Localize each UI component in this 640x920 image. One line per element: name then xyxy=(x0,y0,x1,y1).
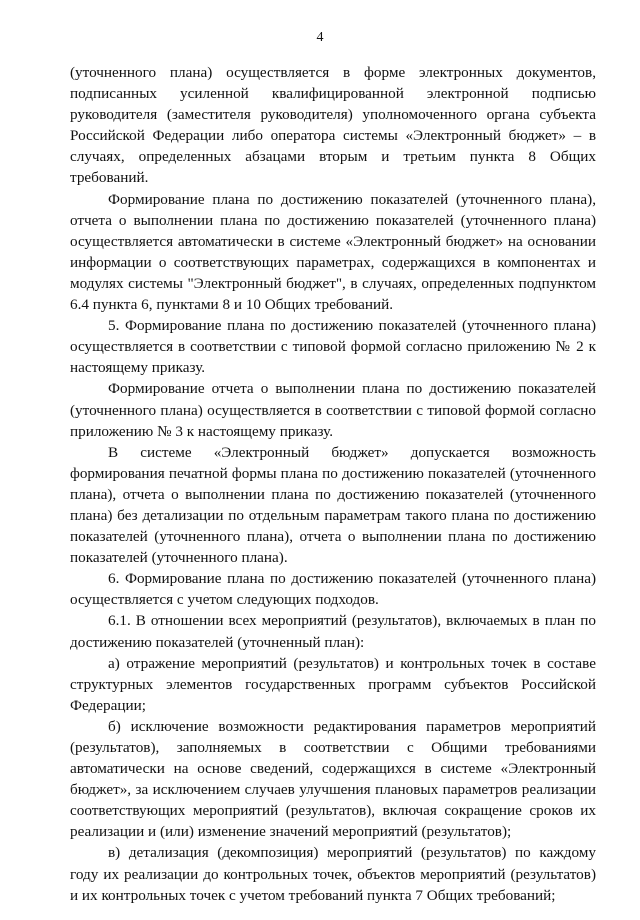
page-number: 4 xyxy=(316,30,324,45)
paragraph-item-5: 5. Формирование плана по достижению показателей (уточненного плана) осуществляется в соответствии с типовой формой согласно приложению № 2 к настоящему приказу. xyxy=(70,317,596,377)
paragraph-continuation: (уточненного плана) осуществляется в форме электронных документов, подписанных усиленной квалифицированной электронной подписью руководителя (заместителя руководителя) уполномоченного органа субъекта Российской Федерации либо оператора системы «Электронный бюджет» – в случаях, определенных абзацами вторым и третьим пункта 8 Общих требований. xyxy=(70,64,596,187)
paragraph-subitem-v: в) детализация (декомпозиция) мероприятий (результатов) по каждому году их реализации до контрольных точек, объектов мероприятий (результатов) и их контрольных точек с учетом требований пункта 7 Общих требований; xyxy=(70,844,596,904)
paragraph-item-6: 6. Формирование плана по достижению показателей (уточненного плана) осуществляется с учетом следующих подходов. xyxy=(70,570,596,609)
paragraph: Формирование плана по достижению показателей (уточненного плана), отчета о выполнении плана по достижению показателей (уточненного плана) осуществляется автоматически в системе «Электронный бюджет» на основании информации о соответствующих параметрах, содержащихся в компонентах и модулях системы "Электронный бюджет", в случаях, определенных подпунктом 6.4 пункта 6, пунктами 8 и 10 Общих требований. xyxy=(70,190,596,314)
paragraph: В системе «Электронный бюджет» допускается возможность формирования печатной формы плана по достижению показателей (уточненного плана), отчета о выполнении плана по достижению показателей (уточненного плана) без детализации по отдельным параметрам такого плана по достижению показателей (уточненного плана), отчета о выполнении плана по достижению показателей (уточненного плана). xyxy=(70,443,596,567)
paragraph: Формирование отчета о выполнении плана по достижению показателей (уточненного плана) осуществляется в соответствии с типовой формой согласно приложению № 3 к настоящему приказу. xyxy=(70,380,596,440)
paragraph-subitem-b: б) исключение возможности редактирования параметров мероприятий (результатов), заполняемых в соответствии с Общими требованиями автоматически на основе сведений, содержащихся в системе «Электронный бюджет», за исключением случаев улучшения плановых параметров реализации соответствующих мероприятий (результатов), включая сокращение сроков их реализации и (или) изменение значений мероприятий (результатов); xyxy=(70,717,596,841)
paragraph-subitem-a: а) отражение мероприятий (результатов) и контрольных точек в составе структурных элементов государственных программ субъектов Российской Федерации; xyxy=(70,654,596,714)
paragraph-item-6-1: 6.1. В отношении всех мероприятий (результатов), включаемых в план по достижению показателей (уточненный план): xyxy=(70,612,596,651)
document-body xyxy=(70,62,596,906)
